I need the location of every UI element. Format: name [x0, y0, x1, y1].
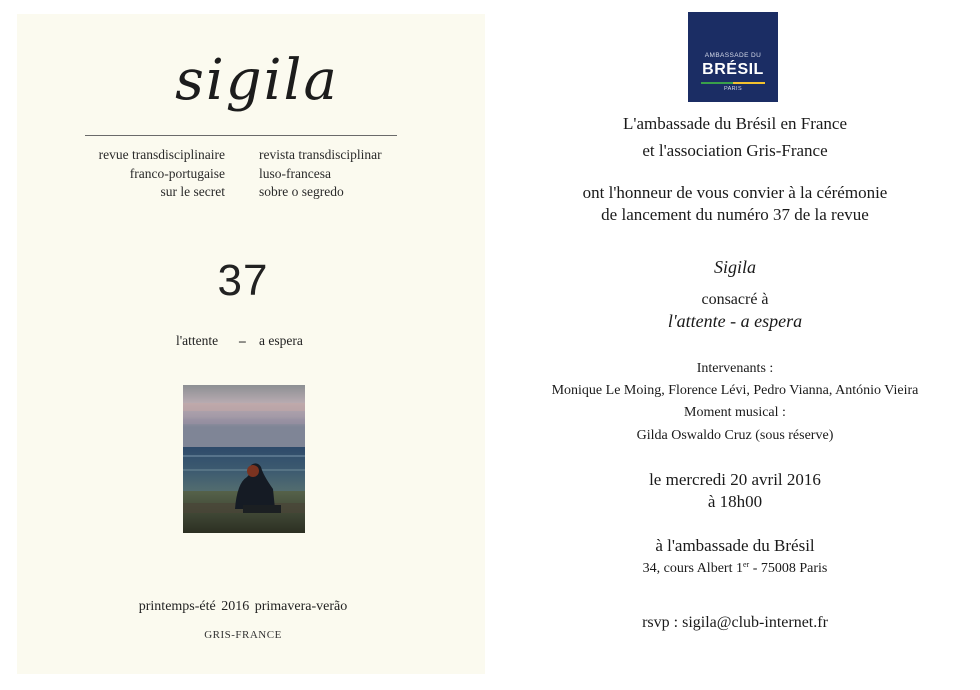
sigila-logo — [157, 24, 357, 144]
cover-painting — [183, 385, 305, 533]
embassy-logo-bottom: PARIS — [723, 86, 743, 92]
sigila-logo-text: sigila — [175, 48, 339, 113]
address-street: 34, cours Albert 1 — [642, 561, 743, 576]
subtitle-pt-line: revista transdisciplinar — [259, 147, 382, 162]
season-french: printemps-été — [138, 599, 216, 614]
invitation-panel — [490, 0, 980, 690]
address-city: - 75008 Paris — [749, 561, 828, 576]
embassy-logo-top: AMBASSADE DU — [704, 52, 762, 59]
event-time: à 18h00 — [707, 492, 763, 511]
invite-line-1: ont l'honneur de vous convier à la cérémonie — [582, 183, 888, 202]
hosts-line-1: L'ambassade du Brésil en France — [623, 114, 847, 133]
issue-season — [17, 599, 469, 615]
address-ordinal: er — [742, 560, 750, 569]
subtitle-fr-line: franco-portugaise — [129, 165, 225, 181]
invite-line-2: de lancement du numéro 37 de la revue — [601, 205, 869, 224]
subtitle-fr-line: sur le secret — [160, 184, 225, 199]
venue: à l'ambassade du Brésil — [655, 536, 815, 555]
theme-french: l'attente — [176, 333, 219, 348]
issue-number: 37 — [217, 256, 269, 305]
issue-year: 2016 — [221, 599, 250, 614]
theme-separator: – — [239, 333, 246, 348]
theme-portuguese: a espera — [259, 333, 303, 348]
publisher-name: GRIS-FRANCE — [204, 629, 282, 641]
speakers-list: Monique Le Moing, Florence Lévi, Pedro Vianna, António Vieira — [551, 383, 919, 398]
journal-name: Sigila — [713, 257, 756, 277]
musician: Gilda Oswaldo Cruz (sous réserve) — [636, 428, 834, 443]
speakers-label: Intervenants : — [696, 361, 774, 376]
journal-cover — [17, 14, 485, 674]
season-portuguese: primavera-verão — [254, 599, 348, 614]
embassy-logo-main: BRÉSIL — [702, 61, 764, 78]
subtitle-pt-line: luso-francesa — [259, 165, 331, 181]
subtitle-fr-line: revue transdisciplinaire — [98, 147, 225, 162]
dedicated-label: consacré à — [701, 291, 769, 308]
issue-theme: l'attente - a espera — [667, 311, 803, 331]
subtitle-portuguese — [259, 146, 382, 202]
subtitle-pt-line: sobre o segredo — [259, 184, 344, 199]
embassy-logo — [688, 12, 778, 102]
cover-divider — [85, 135, 397, 136]
rsvp-contact: rsvp : sigila@club-internet.fr — [642, 614, 828, 631]
subtitle-french — [99, 146, 225, 202]
hosts-line-2: et l'association Gris-France — [642, 141, 828, 160]
venue-address — [490, 560, 980, 577]
music-label: Moment musical : — [684, 405, 786, 420]
event-date: le mercredi 20 avril 2016 — [649, 470, 821, 489]
flag-stripe — [701, 82, 765, 84]
